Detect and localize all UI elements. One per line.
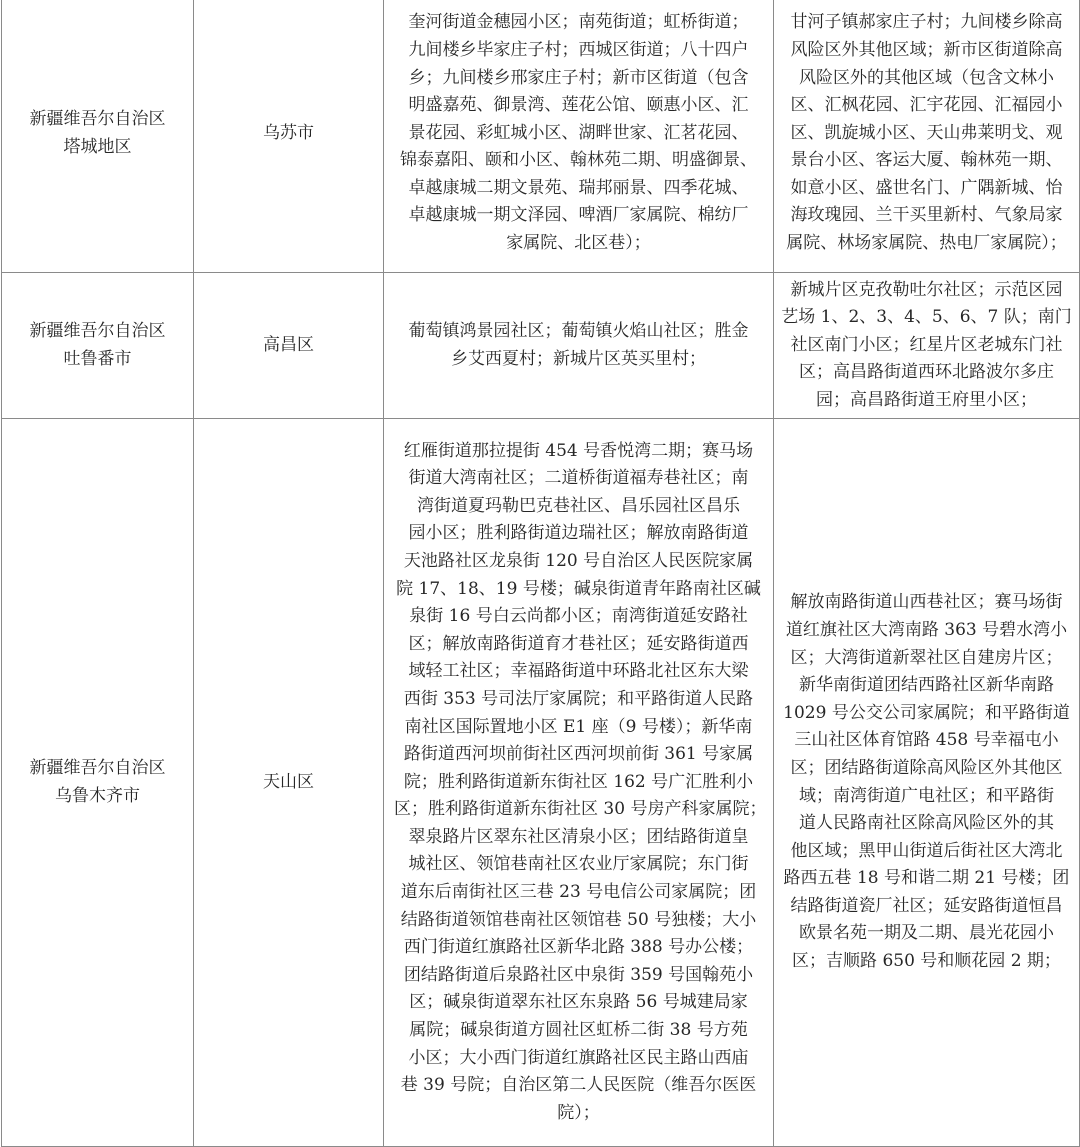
area-line: 属院；碱泉街道方圆社区虹桥二街 38 号方苑 <box>409 1020 748 1041</box>
region-cell <box>2 419 194 1147</box>
area-line: 卓越康城一期文泽园、啤酒厂家属院、棉纺厂 <box>408 205 749 226</box>
area-line: 天池路社区龙泉街 120 号自治区人民医院家属 <box>403 550 754 571</box>
district-name: 高昌区 <box>263 334 314 355</box>
district-cell <box>194 0 384 273</box>
area-line: 属院、林场家属院、热电厂家属院）； <box>786 233 1067 254</box>
area-line: 社区南门小区；红星片区老城东门社 <box>790 334 1063 355</box>
area-line: 路街道西河坝前街社区西河坝前街 361 号家属 <box>403 744 754 765</box>
region-cell <box>2 273 194 419</box>
area-line: 区；团结路街道除高风险区外其他区 <box>790 757 1063 778</box>
area-line: 卓越康城二期文景苑、瑞邦丽景、四季花城、 <box>408 177 749 198</box>
area-line: 区；解放南路街道育才巷社区；延安路街道西 <box>408 633 749 654</box>
area-line: 区；高昌路街道西环北路波尔多庄 <box>799 362 1054 383</box>
area-line: 红雁街道那拉提街 454 号香悦湾二期；赛马场 <box>403 440 754 461</box>
area-line: 域轻工社区；幸福路街道中环路北社区东大梁 <box>408 661 749 682</box>
area-line: 葡萄镇鸿景园社区；葡萄镇火焰山社区；胜金 <box>408 320 749 341</box>
area-line: 路西五巷 18 号和谐二期 21 号楼；团 <box>783 868 1070 889</box>
risk-area-table <box>1 0 1080 1147</box>
area-line: 九间楼乡毕家庄子村；西城区街道；八十四户 <box>408 39 749 60</box>
area-line: 区、凯旋城小区、天山弗莱明戈、观 <box>790 122 1063 143</box>
low-risk-areas-cell <box>774 419 1080 1147</box>
area-line: 海玫瑰园、兰干买里新村、气象局家 <box>790 205 1063 226</box>
area-line: 团结路街道后泉路社区中泉街 359 号国翰苑小 <box>403 964 754 985</box>
area-line: 明盛嘉苑、御景湾、莲花公馆、颐惠小区、汇 <box>408 95 749 116</box>
area-line: 巷 39 号院；自治区第二人民医院（维吾尔医医 <box>400 1075 757 1096</box>
region-name: 新疆维吾尔自治区 <box>29 320 166 341</box>
area-line: 奎河街道金穗园小区；南苑街道；虹桥街道； <box>408 12 749 33</box>
area-line: 院 17、18、19 号楼；碱泉街道青年路南社区碱 <box>396 578 761 599</box>
area-line: 西门街道红旗路社区新华北路 388 号办公楼； <box>403 937 754 958</box>
area-line: 湾街道夏玛勒巴克巷社区、昌乐园社区昌乐 <box>417 495 740 516</box>
area-line: 1029 号公交公司家属院；和平路街道 <box>783 702 1070 723</box>
medium-risk-areas-cell <box>384 0 774 273</box>
area-line: 院；胜利路街道新东街社区 162 号广汇胜利小 <box>403 771 754 792</box>
area-line: 景花园、彩虹城小区、湖畔世家、汇茗花园、 <box>408 122 749 143</box>
district-cell <box>194 419 384 1147</box>
area-line: 风险区外其他区域；新市区街道除高 <box>790 39 1063 60</box>
region-name: 新疆维吾尔自治区 <box>29 757 166 778</box>
area-line: 风险区外的其他区域（包含文林小 <box>799 67 1054 88</box>
area-line: 欧景名苑一期及二期、晨光花园小 <box>799 923 1054 944</box>
region-cell <box>2 0 194 273</box>
area-line: 域；南湾街道广电社区；和平路街 <box>799 785 1054 806</box>
area-line: 道红旗社区大湾南路 363 号碧水湾小 <box>785 619 1068 640</box>
area-line: 艺场 1、2、3、4、5、6、7 队；南门 <box>781 307 1072 328</box>
medium-risk-areas-cell <box>384 419 774 1147</box>
area-line: 南社区国际置地小区 E1 座（9 号楼）；新华南 <box>404 716 753 737</box>
area-line: 翠泉路片区翠东社区清泉小区；团结路街道皇 <box>408 826 749 847</box>
area-line: 结路街道瓷厂社区；延安路街道恒昌 <box>790 895 1063 916</box>
area-line: 景台小区、客运大厦、翰林苑一期、 <box>790 150 1063 171</box>
area-line: 锦泰嘉阳、颐和小区、翰林苑二期、明盛御景、 <box>400 150 757 171</box>
medium-risk-areas-cell <box>384 273 774 419</box>
prefecture-name: 吐鲁番市 <box>63 348 132 369</box>
area-line: 区；碱泉街道翠东社区东泉路 56 号城建局家 <box>409 992 748 1013</box>
area-line: 新城片区克孜勒吐尔社区；示范区园 <box>790 279 1063 300</box>
district-name: 乌苏市 <box>263 122 314 143</box>
table-row <box>2 0 1080 273</box>
area-line: 乡；九间楼乡邢家庄子村；新市区街道（包含 <box>408 67 749 88</box>
area-line: 家属院、北区巷）； <box>506 233 651 254</box>
area-line: 园；高昌路街道王府里小区； <box>816 389 1037 410</box>
area-line: 街道大湾南社区；二道桥街道福寿巷社区；南 <box>408 468 749 489</box>
region-name: 新疆维吾尔自治区 <box>29 108 166 129</box>
area-line: 甘河子镇郝家庄子村；九间楼乡除高 <box>790 12 1063 33</box>
area-line: 区；胜利路街道新东街社区 30 号房产科家属院； <box>394 799 767 820</box>
low-risk-areas-cell <box>774 273 1080 419</box>
area-line: 西街 353 号司法厅家属院；和平路街道人民路 <box>403 688 754 709</box>
area-line: 结路街道领馆巷南社区领馆巷 50 号独楼；大小 <box>400 909 757 930</box>
area-line: 小区；大小西门街道红旗路社区民主路山西庙 <box>408 1047 749 1068</box>
area-line: 区、汇枫花园、汇宇花园、汇福园小 <box>790 95 1063 116</box>
area-line: 如意小区、盛世名门、广隅新城、怡 <box>790 177 1063 198</box>
area-line: 道东后南街社区三巷 23 号电信公司家属院；团 <box>400 882 757 903</box>
area-line: 新华南街道团结西路社区新华南路 <box>799 675 1054 696</box>
district-cell <box>194 273 384 419</box>
area-line: 他区域；黑甲山街道后街社区大湾北 <box>790 840 1063 861</box>
area-line: 解放南路街道山西巷社区；赛马场街 <box>790 592 1063 613</box>
area-line: 园小区；胜利路街道边瑞社区；解放南路街道 <box>408 523 749 544</box>
area-line: 城社区、领馆巷南社区农业厅家属院；东门街 <box>408 854 749 875</box>
table-row <box>2 419 1080 1147</box>
district-name: 天山区 <box>263 771 314 792</box>
area-line: 道人民路南社区除高风险区外的其 <box>799 813 1054 834</box>
prefecture-name: 塔城地区 <box>63 136 132 157</box>
area-line: 乡艾西夏村；新城片区英买里村； <box>451 348 706 369</box>
area-line: 院）； <box>557 1102 600 1123</box>
area-line: 区；大湾街道新翠社区自建房片区； <box>790 647 1063 668</box>
low-risk-areas-cell <box>774 0 1080 273</box>
table-row <box>2 273 1080 419</box>
area-line: 三山社区体育馆路 458 号幸福屯小 <box>794 730 1059 751</box>
area-line: 区；吉顺路 650 号和顺花园 2 期； <box>792 951 1061 972</box>
prefecture-name: 乌鲁木齐市 <box>55 785 140 806</box>
area-line: 泉街 16 号白云尚都小区；南湾街道延安路社 <box>409 606 748 627</box>
